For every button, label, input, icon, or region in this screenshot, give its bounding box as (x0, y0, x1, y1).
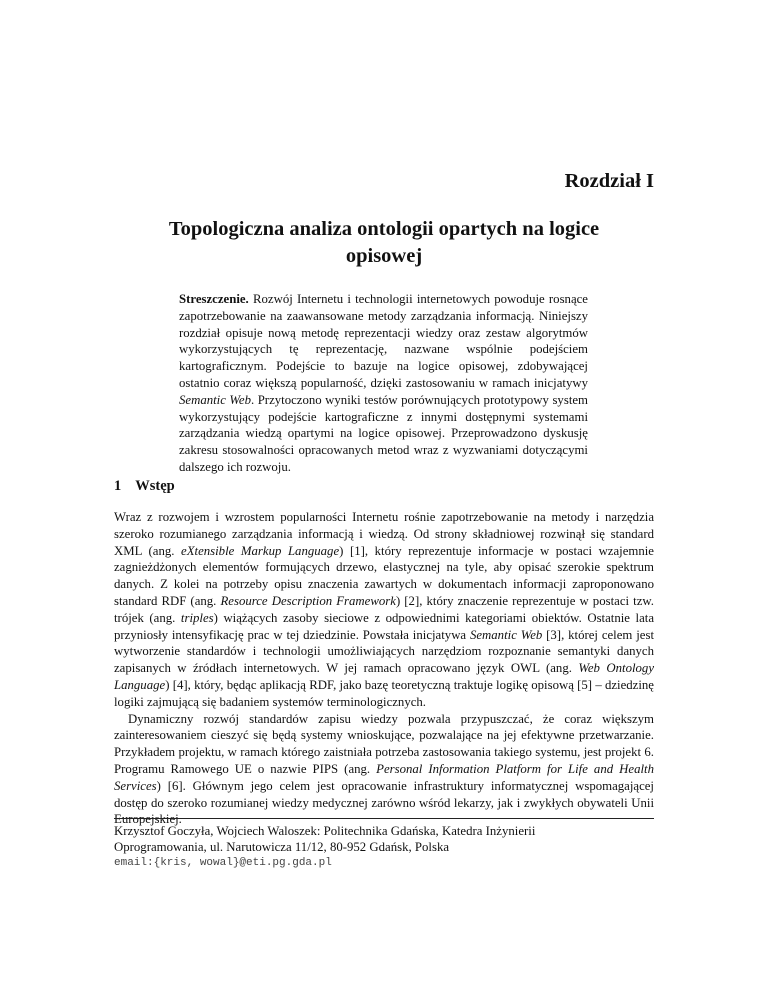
emphasis: Web Ontology Language (114, 661, 655, 692)
abstract-text-2: . Przytoczono wyniki testów porównujących prototypowy system wykorzystujący podejście kartograficzne z innymi dostępnymi systemami zarządzania wiedzą opartymi na logice opisowej. Przeprowadzono dyskusję zakresu stosowalności opracowanych metod wraz z wyzwaniami dotyczącymi dalszego ich rozwoju. (179, 392, 589, 474)
text-run: ) [1], który reprezentuje informacje w postaci wzajemnie zagnieżdżonych elementów formujących drzewo, elastycznej na tyle, aby opisać szerokie spektrum danych. Z kolei na potrzeby opisu znaczenia zawartych w dokumentach informacji zaproponowano standard RDF (ang. (114, 543, 654, 608)
footnote-divider (114, 818, 654, 819)
text-run: ) [2], który znaczenie reprezentuje w postaci tzw. trójek (ang. (114, 593, 654, 625)
text-run: Dynamiczny rozwój standardów zapisu wiedzy pozwala przypuszczać, że coraz większym zainteresowaniem cieszyć się będą systemy wnioskujące, pozwalające na jej efektywne przetwarzanie. Przykładem projektu, w ramach którego zaistniała potrzeba zastosowania takiego systemu, jest projekt 6. Programu Ramowego UE o nazwie PIPS (ang. (114, 711, 654, 776)
abstract-lead: Streszczenie. (179, 292, 249, 306)
author-email: email:{kris, wowal}@eti.pg.gda.pl (114, 857, 332, 869)
text-run: [3], której celem jest wytworzenie standardów i technologii umożliwiających narzędziom rozpoznanie semantyki danych zapisanych w źródłach internetowych. W jej ramach opracowano język OWL (ang. (114, 627, 654, 676)
emphasis: Resource Description Framework (220, 593, 396, 608)
chapter-label: Rozdział I (564, 170, 654, 192)
emphasis: triples (180, 610, 214, 625)
text-run: ) [6]. Głównym jego celem jest opracowanie infrastruktury informatycznej wspomagającej dostęp do szeroko rozumianej wiedzy medycznej zarówno wśród lekarzy, jak i zwykłych obywateli Unii Europejskiej. (114, 778, 654, 827)
paragraph-1 (114, 509, 654, 711)
emphasis: eXtensible Markup Language (181, 543, 340, 558)
section-heading (114, 478, 175, 495)
footnote-line-2: Oprogramowania, ul. Narutowicza 11/12, 80-952 Gdańsk, Polska (114, 840, 450, 854)
paragraph-2 (114, 711, 654, 829)
section-number: 1 (114, 478, 122, 494)
text-run: ) [4], który, będąc aplikacją RDF, jako bazę teoretyczną traktuje logikę opisową [5] – dziedzinę logiki zajmującą się badaniem systemów terminologicznych. (114, 677, 654, 709)
text-run: ) wiążących zasoby sieciowe z odpowiednimi kategoriami obiektów. Ostatnie lata przyniosły intensyfikację prac w tej dziedzinie. Powstała inicjatywa (114, 610, 654, 642)
chapter-title: Topologiczna analiza ontologii opartych na logice opisowej (168, 218, 600, 267)
abstract-text: Rozwój Internetu i technologii internetowych powoduje rosnące zapotrzebowanie na zaawansowane metody zarządzania informacją. Niniejszy rozdział opisuje nową metodę reprezentacji wiedzy oraz zestaw algorytmów wykorzystujących tę reprezentację, nazwane wspólnie podejściem kartograficznym. Podejście to bazuje na logice opisowej, zdobywającej ostatnio coraz większą popularność, dzięki zastosowaniu w ramach inicjatywy (179, 292, 588, 390)
emphasis: Semantic Web (469, 627, 543, 642)
author-footnote (114, 823, 654, 871)
abstract (179, 291, 588, 476)
emphasis: Personal Information Platform for Life and Health Services (114, 761, 654, 793)
text-run: Wraz z rozwojem i wzrostem popularności Internetu rośnie zapotrzebowanie na metody i narzędzia szeroko rozumianego zarządzania informacją i wiedzą. Od strony składniowej rozwinął się standard XML (ang. (114, 510, 654, 558)
body-text (114, 509, 654, 828)
footnote-line-1: Krzysztof Goczyła, Wojciech Waloszek: Politechnika Gdańska, Katedra Inżynierii (114, 824, 536, 838)
section-title: Wstęp (135, 478, 175, 494)
abstract-emphasis: Semantic Web (179, 392, 251, 407)
